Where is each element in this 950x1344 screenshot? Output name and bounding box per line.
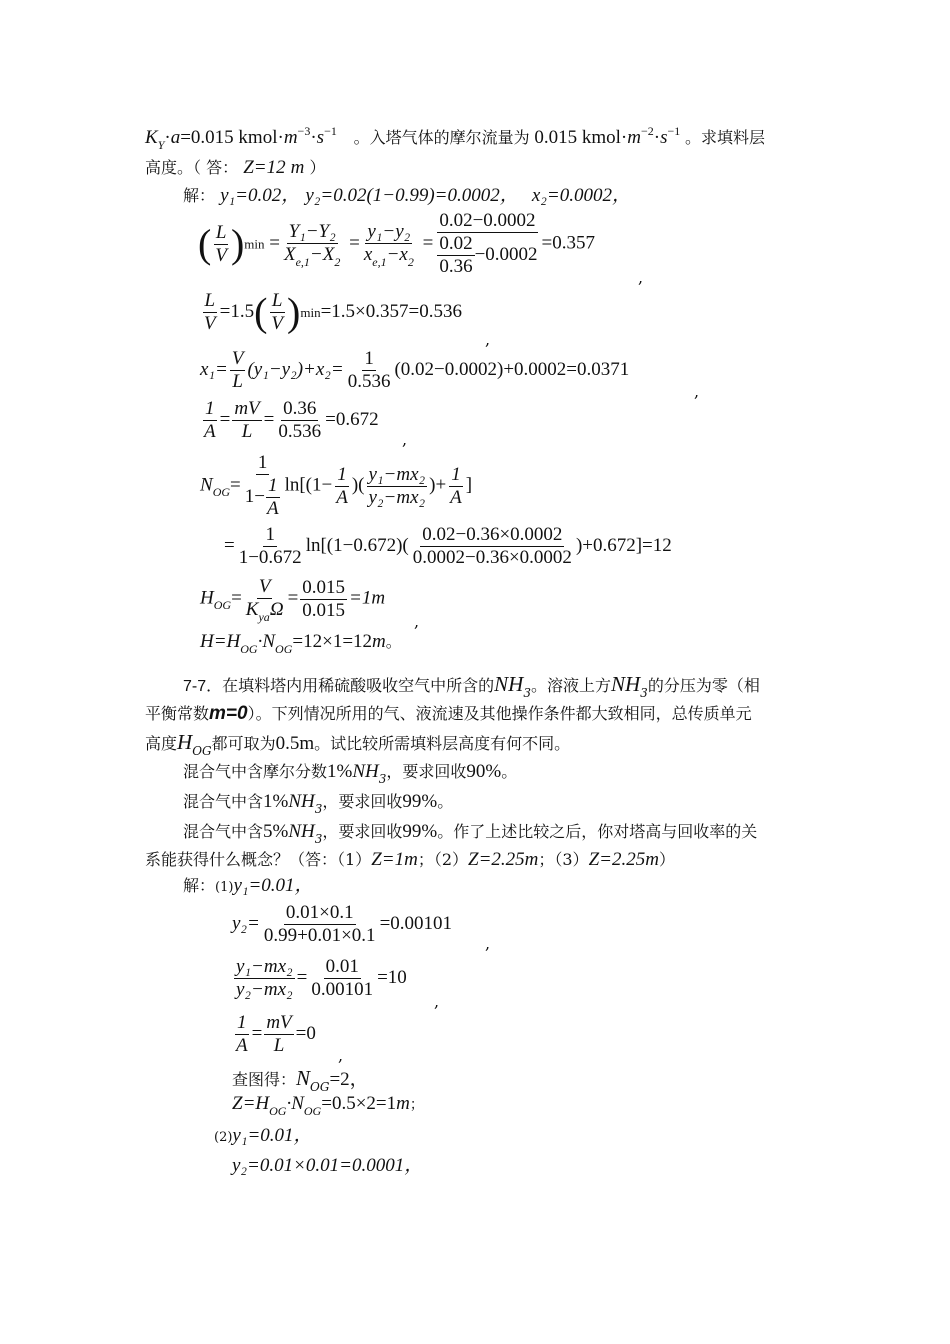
s7-z-eq: $Z=H_{OG}\cdot N_{OG}=0.5\times 2=1m$； xyxy=(232,1093,424,1118)
c4d: ） xyxy=(658,850,675,869)
p7-intro-b: 。溶液上方 xyxy=(530,676,611,695)
Y1Y2: Y₁−Y₂ xyxy=(288,221,336,242)
line2-dn: 0.0002−0.36×0.0002 xyxy=(412,547,572,568)
c1-pct: 1% xyxy=(327,761,353,782)
c4a: 系能获得什么概念？（答：（1） xyxy=(145,850,372,869)
nog-ln: ln[(1− xyxy=(284,474,333,496)
num-b: 0.02 xyxy=(439,233,473,254)
c4c: ；（3） xyxy=(538,850,589,869)
answer-close: ） xyxy=(309,158,326,177)
x2-value: x₂=0.0002， xyxy=(531,185,631,206)
ans-1: Z=1 xyxy=(371,849,405,870)
solution-7-first xyxy=(183,876,314,898)
c2-nh3: NH xyxy=(288,791,315,812)
y2-value: y₂=0.02(1−0.99)=0.0002， xyxy=(305,185,519,206)
nog-close: ] xyxy=(465,474,473,496)
s7-z-unit: m xyxy=(396,1093,410,1114)
c3c: 。作了上述比较之后，你对塔高与回收率的关 xyxy=(437,822,758,841)
s7-ratio-eq: $\frac{\text{y₁−mx₂}}{\text{y₂−mx₂}}$ = $\frac{0.01}{0.00101}$ =10 xyxy=(236,956,407,1000)
m-zero: m=0 xyxy=(209,703,248,724)
x1-res: (0.02−0.0002)+0.0002=0.0371 xyxy=(394,358,630,380)
c2a: 混合气中含 xyxy=(183,792,264,811)
c1-nh3: NH xyxy=(352,761,379,782)
comma-2: , xyxy=(485,330,491,349)
p7-l3a: 高度 xyxy=(145,734,178,753)
ans-2: Z=2.25 xyxy=(468,849,525,870)
s7-y1: y₁=0.01， xyxy=(233,875,314,896)
h-eq: $H=H_{OG}\cdot N_{OG}=12\times 1=12m$。 xyxy=(200,631,402,656)
hog-frac-d: 0.015 xyxy=(302,599,346,621)
kya-line: $K_Y\cdot a=0.015$ $kmol\cdot m^{-3}\cdot s^{-1}$ 。入塔气体的摩尔流量为 0.015 $kmol\cdot m^{-2}\cdot s^{-1}$ 。求填料层 xyxy=(145,124,766,152)
s7-r-res: =10 xyxy=(377,966,407,988)
nog-frac-den: y₂−mx₂ xyxy=(368,486,426,508)
p7-l3b: 都可取为 xyxy=(211,734,276,753)
line2-num: 0.02−0.36×0.0002 xyxy=(422,524,563,545)
line2-den: 1−0.672 xyxy=(238,547,302,568)
comma-6: , xyxy=(485,934,491,953)
case-1: 混合气中含摩尔分数$1\%NH_3$，要求回收90%。 xyxy=(183,761,518,786)
p7-intro-c: 的分压为零（相 xyxy=(647,676,760,695)
ans-3: Z=2.25 xyxy=(588,849,646,870)
s7-r-num: y₁−mx₂ xyxy=(236,956,293,977)
den-tail: −0.0002 xyxy=(474,243,538,265)
c3a: 混合气中含 xyxy=(183,822,264,841)
case-3: 混合气中含$5\%NH_3$，要求回收99%。作了上述比较之后，你对塔高与回收率的关 xyxy=(183,821,758,846)
hog-den: Ω xyxy=(269,599,284,620)
solution-7-label: 解： xyxy=(183,876,216,895)
hog-frac-n: 0.015 xyxy=(302,576,346,598)
comma-5: , xyxy=(414,612,420,631)
nog-end: )+ xyxy=(429,474,447,496)
c1a: 混合气中含摩尔分数 xyxy=(183,762,328,781)
p7-l2b: ）。下列情况所用的气、液流速及其他操作条件都大致相同，总传质单元 xyxy=(247,704,752,723)
c3-rec: 99% xyxy=(402,821,438,842)
h-unit: m xyxy=(372,631,386,652)
c3b: ，要求回收 xyxy=(322,822,403,841)
lv-ratio-eq: $\frac{L}{V}$ =1.5( $\frac{L}{V}$ )min=1.5×0.357=0.536 xyxy=(204,289,462,335)
answers-line xyxy=(145,850,675,870)
case-2: 混合气中含$1\%NH_3$，要求回收99%。 xyxy=(183,791,454,816)
s7-y2b: y₂=0.01×0.01=0.0001， xyxy=(232,1155,424,1176)
Xe: X xyxy=(283,244,296,265)
nh3-a: NH xyxy=(494,672,524,696)
c3-pct: 5% xyxy=(263,821,289,842)
ask-text: 。求填料层 xyxy=(685,130,766,147)
s7-y2-res: =0.00101 xyxy=(379,912,453,934)
flow-value: 0.015 xyxy=(534,127,578,148)
den-b: 0.36 xyxy=(439,256,473,277)
p7-line1: 7-7．在填料塔内用稀硫酸吸收空气中所含的$NH_3$。溶液上方$NH_3$的分压为零（相 xyxy=(183,672,760,700)
c2b: ，要求回收 xyxy=(322,792,403,811)
c2-pct: 1% xyxy=(263,791,289,812)
comma-3: , xyxy=(694,382,700,401)
inv-a-res: =0.672 xyxy=(325,408,379,430)
nog-frac-num: y₁−mx₂ xyxy=(368,463,426,485)
part-2-line xyxy=(214,1126,313,1148)
s7-y2-lhs: y₂= xyxy=(232,912,260,934)
s7-nog: =2， xyxy=(329,1069,369,1090)
chart-lookup: 查图得：$N_{OG}=2$， xyxy=(232,1066,369,1094)
c1c: 。 xyxy=(501,762,518,781)
x1-den: 0.536 xyxy=(347,371,391,392)
hog-v: V xyxy=(258,576,271,597)
hog-eq: $H_{OG}=$ $\frac{V}{K_{ya}\Omega}$ = $\frac{0.015}{0.015}$ =1m xyxy=(200,576,386,624)
intro-tail: 。入塔气体的摩尔流量为 xyxy=(353,130,530,147)
comma-4: , xyxy=(402,430,408,449)
ans-1-unit: m xyxy=(404,849,418,870)
nog-eq-line2: = $\frac{1}{1-0.672}$ ln[(1−0.672)( $\frac{0.02-0.36\times 0.0002}{0.0002-0.36\times 0.0002}$ )+0.672]=12 xyxy=(224,524,672,568)
line2-res: )+0.672]=12 xyxy=(575,534,672,556)
solution-label: 解： xyxy=(183,186,216,205)
h-line: =12×1=12 xyxy=(292,631,373,652)
nh3-b: NH xyxy=(610,672,641,696)
res1: =0.357 xyxy=(541,232,595,254)
x1-eq: x₁= $\frac{V}{L}$ (y₁−y₂)+x₂= $\frac{1}{0.536}$ (0.02−0.0002)+0.0002=0.0371 xyxy=(200,348,630,392)
line2-ln: ln[(1−0.672)( xyxy=(305,534,409,556)
num-a: 0.02−0.0002 xyxy=(439,210,536,231)
s7-r-den: y₂−mx₂ xyxy=(236,979,293,1000)
c2c: 。 xyxy=(437,792,454,811)
s7-z-mid: ·N xyxy=(286,1093,304,1114)
ans-2-unit: m xyxy=(524,849,539,870)
f0536: 0.536 xyxy=(278,421,322,442)
s7-inv-a: $\frac{1}{A}$ = $\frac{mV}{L}$ =0 xyxy=(236,1012,316,1056)
p7-l2a: 平衡常数 xyxy=(145,704,210,723)
part-1: (1) xyxy=(215,880,234,895)
ans-3-unit: m xyxy=(645,849,659,870)
nog-eq: $N_{OG}=$ 1 1− $\frac{1}{A}$ ln[(1− $\frac{1}{A}$ )( $\frac{\text{y₁−mx₂}}{\text{y₂−mx₂}}$ )+ $\frac{1}{A}$ ] xyxy=(200,452,473,519)
s7-inva-res: =0 xyxy=(295,1022,316,1044)
f036: 0.36 xyxy=(283,398,317,419)
answer-value: Z=12 xyxy=(243,157,286,178)
s7-y1b: y₁=0.01， xyxy=(232,1125,313,1146)
comma-7: , xyxy=(434,992,440,1011)
s7-z-line: Z=H xyxy=(232,1093,270,1114)
y1-value: y₁=0.02， xyxy=(220,185,301,206)
part-2: (2) xyxy=(214,1130,233,1145)
s7-y2-num: 0.01×0.1 xyxy=(285,902,354,923)
p7-intro: 7-7．在填料塔内用稀硫酸吸收空气中所含的 xyxy=(183,678,495,695)
answer-line xyxy=(145,158,326,178)
x1-mid: (y₁−y₂)+x₂= xyxy=(247,358,344,380)
answer-unit: m xyxy=(290,157,305,178)
hog-lhs: H xyxy=(200,587,214,609)
nog-lhs: N xyxy=(200,474,213,496)
answer-prefix: 高度。（ 答： xyxy=(145,158,239,177)
comma-1: , xyxy=(638,268,644,287)
hog-res: =1m xyxy=(349,587,386,609)
ratio-res: =1.5×0.357=0.536 xyxy=(320,300,462,322)
s7-r-n2: 0.01 xyxy=(325,956,359,977)
inv-a-eq: $\frac{1}{A}$ = $\frac{mV}{L}$ = $\frac{0.36}{0.536}$ =0.672 xyxy=(204,398,379,442)
c1b: ，要求回收 xyxy=(386,762,467,781)
s7-z-res: =0.5×2=1 xyxy=(321,1093,397,1114)
p7-l3c: 。试比较所需填料层高度有何不同。 xyxy=(314,734,571,753)
x1-lhs: x₁= xyxy=(200,358,228,380)
xe: x xyxy=(363,244,373,265)
c4b: ；（2） xyxy=(417,850,468,869)
c2-rec: 99% xyxy=(402,791,438,812)
s7-y2-eq xyxy=(232,902,452,947)
c1-rec: 90% xyxy=(466,761,502,782)
lv-min-eq: ( $\frac{L}{V}$ )min = $\frac{\text{Y₁−Y₂}}{X_{e,1}-X_2}$ = $\frac{\text{y₁−y₂}}{x_{e,1}-x_2}$ = 0.02−0.0002 $\frac{0.02}{0.36}$ −0.0002 =0.357 xyxy=(198,210,595,277)
p7-line3: 高度$H_{OG}$都可取为0.5m。试比较所需填料层高度有何不同。 xyxy=(145,730,571,758)
s7-r-d2: 0.00101 xyxy=(311,979,374,1000)
p7-line2 xyxy=(145,704,752,724)
c3-nh3: NH xyxy=(288,821,315,842)
p7-l3-val: 0.5m xyxy=(275,733,315,754)
solution-6-first xyxy=(183,186,631,206)
nog-mid: )( xyxy=(351,474,365,496)
mV: mV xyxy=(234,398,260,419)
chart-text: 查图得： xyxy=(232,1070,297,1089)
y1y2: y₁−y₂ xyxy=(367,221,411,242)
comma-8: , xyxy=(338,1046,344,1065)
s7-y2-den: 0.99+0.01×0.1 xyxy=(263,925,376,946)
